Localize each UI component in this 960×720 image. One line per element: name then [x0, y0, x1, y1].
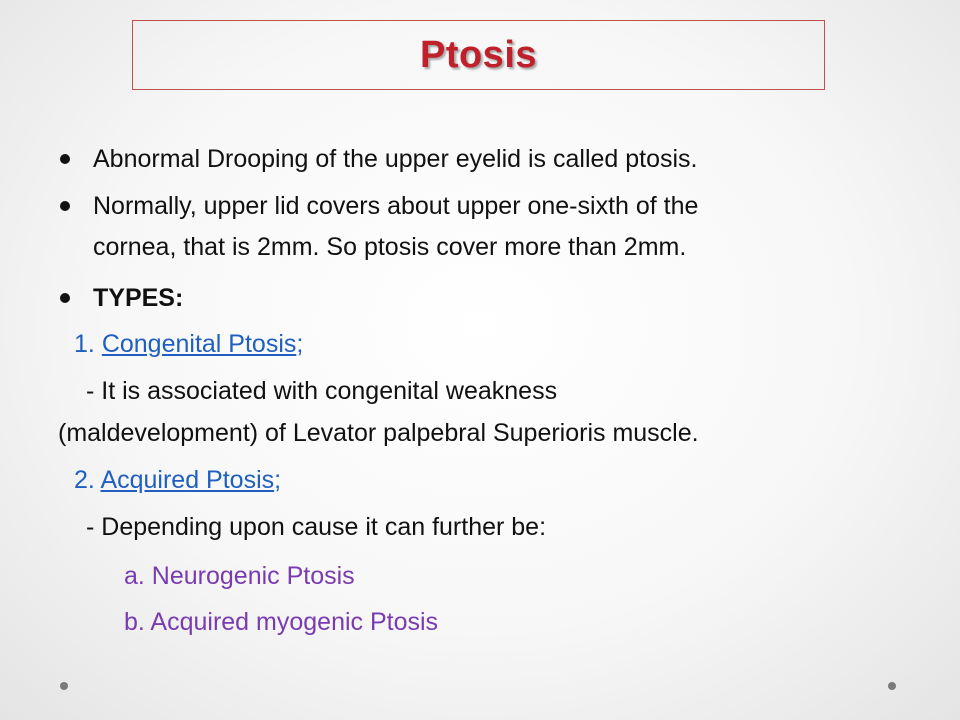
congenital-link[interactable]: Congenital Ptosis	[101, 330, 297, 358]
acquired-suffix: ;	[274, 466, 282, 494]
types-heading: TYPES:	[93, 284, 184, 312]
acquired-number: 2.	[74, 466, 95, 494]
slide-title: Ptosis	[419, 33, 538, 76]
sub-item-myogenic: b. Acquired myogenic Ptosis	[124, 608, 439, 636]
bullet-dot	[60, 201, 70, 211]
congenital-desc-line1: - It is associated with congenital weakness	[86, 377, 558, 405]
congenital-number: 1.	[74, 330, 95, 358]
bullet-text-2-line2: cornea, that is 2mm. So ptosis cover more than 2mm.	[93, 233, 687, 261]
acquired-heading	[74, 463, 281, 497]
congenital-heading	[74, 327, 303, 361]
sub-item-neurogenic: a. Neurogenic Ptosis	[124, 562, 355, 590]
decorative-dot-left	[60, 682, 68, 690]
bullet-text-1: Abnormal Drooping of the upper eyelid is called ptosis.	[93, 145, 698, 173]
decorative-dot-right	[888, 682, 896, 690]
bullet-text-2-line1: Normally, upper lid covers about upper one-sixth of the	[93, 192, 699, 220]
bullet-dot	[60, 154, 70, 164]
acquired-link[interactable]: Acquired Ptosis	[100, 466, 275, 494]
acquired-desc: - Depending upon cause it can further be:	[86, 513, 547, 541]
congenital-desc-line2: (maldevelopment) of Levator palpebral Superioris muscle.	[58, 419, 699, 447]
bullet-dot	[60, 293, 70, 303]
congenital-suffix: ;	[296, 330, 304, 358]
title-box	[132, 20, 825, 90]
